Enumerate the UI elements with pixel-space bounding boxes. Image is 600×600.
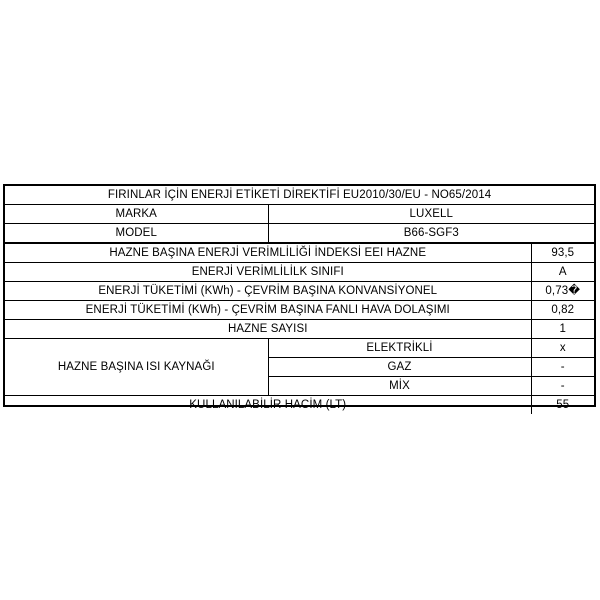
energy-label-table <box>5 186 594 414</box>
brand-label: MARKA <box>5 205 268 224</box>
consumption-fan-row <box>5 301 594 320</box>
energy-class-value: A <box>531 263 594 282</box>
consumption-conventional-row <box>5 282 594 301</box>
eei-value: 93,5 <box>531 243 594 263</box>
eei-label: HAZNE BAŞINA ENERJİ VERİMLİLİĞİ İNDEKSİ EEI HAZNE <box>5 243 531 263</box>
title-row <box>5 186 594 205</box>
heat-source-gas-label: GAZ <box>268 358 531 377</box>
heat-source-mix-value: - <box>531 377 594 396</box>
table-title: FIRINLAR İÇİN ENERJİ ETİKETİ DİREKTİFİ EU2010/30/EU - NO65/2014 <box>5 186 594 205</box>
heat-source-mix-label: MİX <box>268 377 531 396</box>
cavity-count-value: 1 <box>531 320 594 339</box>
energy-class-label: ENERJİ VERİMLİLİLK SINIFI <box>5 263 531 282</box>
heat-source-electric-label: ELEKTRİKLİ <box>268 339 531 358</box>
model-row <box>5 224 594 244</box>
consumption-conventional-label: ENERJİ TÜKETİMİ (KWh) - ÇEVRİM BAŞINA KONVANSİYONEL <box>5 282 531 301</box>
cavity-count-row <box>5 320 594 339</box>
heat-source-gas-value: - <box>531 358 594 377</box>
heat-source-electric-value: x <box>531 339 594 358</box>
consumption-conventional-value: 0,73� <box>531 282 594 301</box>
brand-value: LUXELL <box>268 205 594 224</box>
model-label: MODEL <box>5 224 268 244</box>
cavity-count-label: HAZNE SAYISI <box>5 320 531 339</box>
consumption-fan-value: 0,82 <box>531 301 594 320</box>
eei-row <box>5 243 594 263</box>
consumption-fan-label: ENERJİ TÜKETİMİ (KWh) - ÇEVRİM BAŞINA FANLI HAVA DOLAŞIMI <box>5 301 531 320</box>
energy-class-row <box>5 263 594 282</box>
heat-source-row-electric <box>5 339 594 358</box>
model-value: B66-SGF3 <box>403 227 459 239</box>
volume-label: KULLANILABİLİR HACİM (LT) <box>5 396 531 415</box>
volume-value: 55 <box>556 399 570 411</box>
brand-row <box>5 205 594 224</box>
heat-source-label: HAZNE BAŞINA ISI KAYNAĞI <box>5 339 268 396</box>
volume-row <box>5 396 594 415</box>
energy-label-table-frame <box>3 184 596 411</box>
